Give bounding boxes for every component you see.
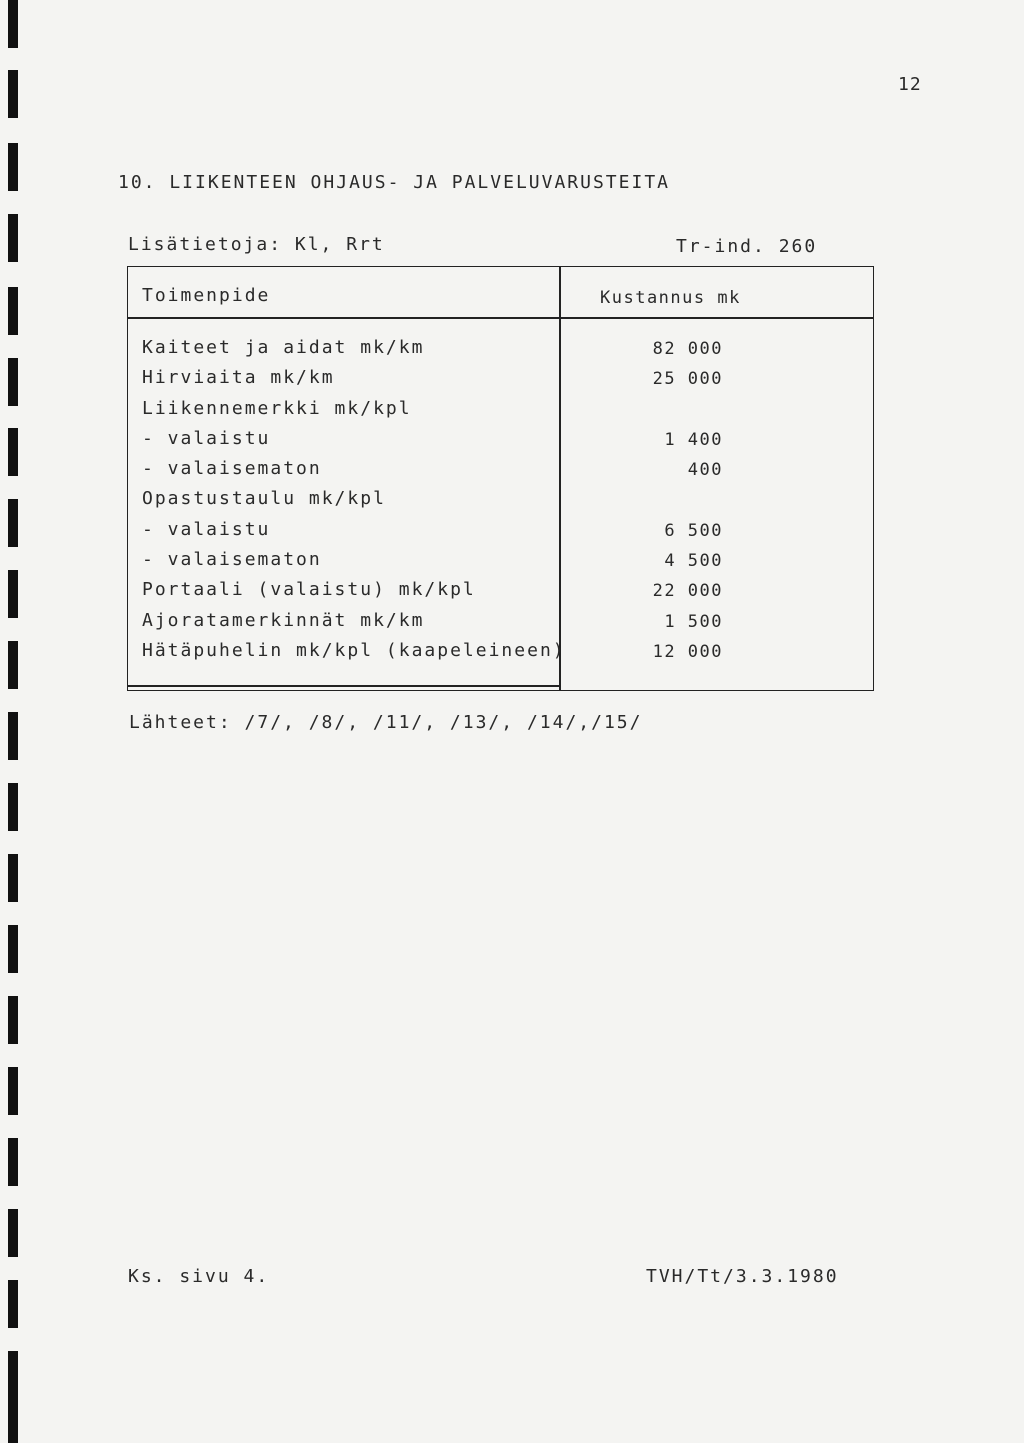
index-reference: Tr-ind. 260 [676, 236, 818, 257]
row-label: Opastustaulu mk/kpl [142, 488, 386, 510]
table-row [128, 549, 873, 579]
binding-hole-mark [8, 783, 18, 831]
table-row [128, 640, 873, 670]
table-row [128, 519, 873, 549]
binding-hole-mark [8, 854, 18, 902]
binding-hole-mark [8, 570, 18, 618]
table-row [128, 428, 873, 458]
row-cost: 6 500 [664, 520, 723, 541]
additional-info: Lisätietoja: Kl, Rrt [128, 234, 385, 255]
column-header-cost: Kustannus mk [600, 288, 741, 308]
binding-hole-mark [8, 287, 18, 335]
cost-table [127, 266, 874, 691]
footer-reference: TVH/Tt/3.3.1980 [646, 1266, 839, 1287]
row-label: Liikennemerkki mk/kpl [142, 397, 412, 419]
table-bottom-line [128, 685, 559, 687]
binding-hole-mark [8, 641, 18, 689]
header-divider [128, 317, 873, 319]
binding-hole-mark [8, 712, 18, 760]
table-row [128, 610, 873, 640]
table-row [128, 488, 873, 518]
binding-hole-mark [8, 1209, 18, 1257]
binding-hole-mark [8, 214, 18, 262]
row-cost: 25 000 [652, 369, 723, 390]
table-row [128, 458, 873, 488]
row-cost: 4 500 [664, 551, 723, 572]
binding-hole-mark [8, 925, 18, 973]
row-cost: 400 [687, 460, 723, 481]
section-heading: 10. LIIKENTEEN OHJAUS- JA PALVELUVARUSTEITA [118, 172, 670, 193]
binding-hole-mark [8, 1395, 18, 1443]
table-row [128, 398, 873, 428]
table-body [128, 337, 873, 670]
column-header-measure: Toimenpide [142, 285, 271, 306]
binding-hole-mark [8, 428, 18, 476]
binding-hole-mark [8, 143, 18, 191]
binding-hole-mark [8, 996, 18, 1044]
binding-hole-mark [8, 70, 18, 118]
row-label: - valaistu [142, 518, 271, 540]
row-cost: 1 500 [664, 611, 723, 632]
row-label: Portaali (valaistu) mk/kpl [142, 579, 476, 601]
table-row [128, 337, 873, 367]
binding-hole-mark [8, 499, 18, 547]
binding-hole-mark [8, 1067, 18, 1115]
binding-hole-mark [8, 1351, 18, 1399]
row-cost: 12 000 [652, 641, 723, 662]
row-cost: 1 400 [664, 429, 723, 450]
row-label: - valaisematon [142, 458, 322, 480]
binding-hole-mark [8, 1280, 18, 1328]
footer-see-page: Ks. sivu 4. [128, 1266, 270, 1287]
binding-hole-mark [8, 1138, 18, 1186]
table-row [128, 367, 873, 397]
binding-holes [6, 0, 20, 1443]
row-label: - valaisematon [142, 549, 322, 571]
table-row [128, 579, 873, 609]
sources-line: Lähteet: /7/, /8/, /11/, /13/, /14/,/15/ [129, 712, 643, 733]
row-label: Ajoratamerkinnät mk/km [142, 609, 425, 631]
row-label: Hirviaita mk/km [142, 367, 335, 389]
row-label: Kaiteet ja aidat mk/km [142, 337, 425, 358]
row-label: - valaistu [142, 427, 271, 449]
row-label: Hätäpuhelin mk/kpl (kaapeleineen) [142, 639, 566, 661]
page-number: 12 [898, 74, 922, 95]
binding-hole-mark [8, 0, 18, 48]
row-cost: 82 000 [652, 339, 723, 359]
binding-hole-mark [8, 358, 18, 406]
row-cost: 22 000 [652, 581, 723, 602]
